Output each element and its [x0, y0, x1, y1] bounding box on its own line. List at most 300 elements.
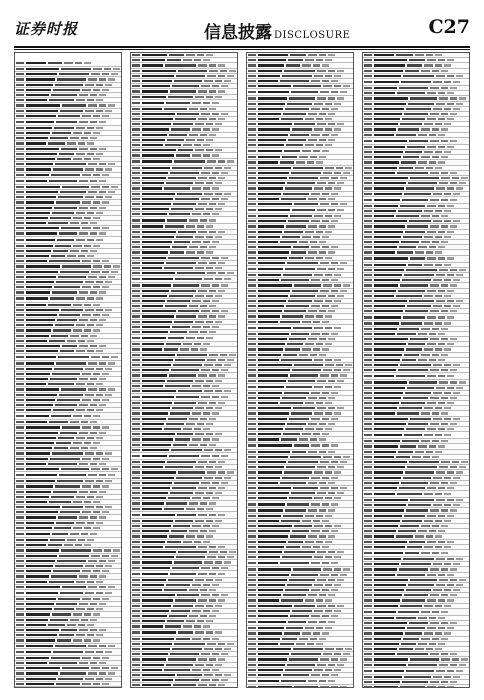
table-cell — [374, 487, 397, 489]
table-cell — [248, 262, 256, 264]
table-cell — [322, 279, 329, 281]
table-cell — [364, 594, 372, 596]
table-cell — [402, 440, 419, 442]
table-cell — [203, 187, 210, 189]
table-cell — [99, 516, 106, 518]
table-cell — [400, 364, 431, 366]
table-cell — [441, 284, 448, 286]
table-cell — [450, 87, 457, 89]
table-cell — [105, 480, 112, 482]
table-cell — [441, 70, 448, 72]
table-cell — [186, 54, 195, 56]
table-cell — [444, 605, 451, 607]
table-cell — [195, 433, 204, 435]
table-cell — [403, 397, 428, 399]
table-cell — [194, 144, 201, 146]
table-cell — [105, 168, 112, 170]
table-cell — [258, 562, 278, 564]
table-cell — [61, 148, 77, 150]
table-cell — [427, 375, 436, 377]
table-cell — [64, 544, 73, 546]
table-cell — [424, 322, 433, 324]
table-cell — [461, 461, 468, 463]
table-cell — [322, 348, 329, 350]
table-cell — [258, 551, 282, 553]
table-cell — [248, 310, 256, 312]
table-cell — [374, 658, 408, 660]
table-cell — [320, 262, 329, 264]
table-cell — [142, 455, 167, 457]
table-cell — [212, 567, 219, 569]
table-cell — [60, 511, 80, 513]
table-cell — [284, 310, 306, 312]
table-cell — [201, 369, 210, 371]
table-cell — [444, 392, 451, 394]
table-cell — [90, 345, 97, 347]
table-cell — [322, 589, 329, 591]
table-cell — [209, 551, 218, 553]
table-cell — [84, 158, 91, 160]
table-row — [247, 207, 353, 214]
table-cell — [248, 54, 256, 56]
table-cell — [258, 605, 292, 607]
table-cell — [186, 535, 195, 537]
table-cell — [16, 73, 24, 75]
table-cell — [183, 428, 192, 430]
table-cell — [331, 134, 338, 136]
table-cell — [316, 315, 323, 317]
table-cell — [258, 369, 290, 371]
table-cell — [258, 225, 284, 227]
table-cell — [364, 140, 372, 142]
table-cell — [248, 128, 256, 130]
table-cell — [248, 198, 256, 200]
table-cell — [374, 686, 398, 688]
table-cell — [142, 567, 170, 569]
table-cell — [404, 434, 422, 436]
table-cell — [441, 354, 448, 356]
table-cell — [91, 271, 100, 273]
table-cell — [343, 653, 350, 655]
table-cell — [62, 104, 86, 106]
table-cell — [364, 225, 372, 227]
table-cell — [200, 589, 207, 591]
table-cell — [132, 75, 140, 77]
table-cell — [311, 530, 320, 532]
table-cell — [70, 222, 79, 224]
table-cell — [70, 335, 79, 337]
table-cell — [96, 565, 103, 567]
table-cell — [450, 269, 457, 271]
table-cell — [50, 297, 74, 299]
table-cell — [200, 134, 207, 136]
table-cell — [212, 669, 219, 671]
table-cell — [441, 338, 448, 340]
table-cell — [215, 520, 222, 522]
table-cell — [325, 556, 332, 558]
table-cell — [132, 625, 140, 627]
table-cell — [258, 236, 280, 238]
table-cell — [192, 326, 201, 328]
table-cell — [16, 394, 24, 396]
table-cell — [142, 615, 167, 617]
table-cell — [374, 670, 404, 672]
table-cell — [453, 108, 460, 110]
table-cell — [209, 461, 216, 463]
table-cell — [173, 364, 202, 366]
table-cell — [206, 54, 213, 56]
table-cell — [374, 269, 404, 271]
table-cell — [197, 54, 204, 56]
table-cell — [90, 121, 97, 123]
table-cell — [186, 139, 195, 141]
table-cell — [328, 535, 335, 537]
table-cell — [430, 369, 439, 371]
table-cell — [132, 674, 140, 676]
table-cell — [325, 599, 332, 601]
table-cell — [26, 442, 54, 444]
table-cell — [224, 390, 231, 392]
table-cell — [16, 335, 24, 337]
table-cell — [142, 541, 165, 543]
table-cell — [224, 167, 231, 169]
table-cell — [299, 438, 308, 440]
table-cell — [142, 331, 168, 333]
table-cell — [427, 205, 436, 207]
table-cell — [56, 362, 86, 364]
table-cell — [102, 271, 109, 273]
table-cell — [224, 193, 231, 195]
table-cell — [73, 501, 82, 503]
table-cell — [169, 535, 184, 537]
table-cell — [218, 471, 225, 473]
table-cell — [248, 627, 256, 629]
table-cell — [165, 64, 196, 66]
table-cell — [427, 146, 436, 148]
table-cell — [258, 295, 288, 297]
table-cell — [16, 432, 24, 434]
table-cell — [142, 85, 170, 87]
table-cell — [88, 672, 97, 674]
table-cell — [142, 348, 162, 350]
table-cell — [302, 348, 311, 350]
table-cell — [215, 407, 222, 409]
table-cell — [26, 99, 47, 101]
table-row — [247, 325, 353, 332]
table-cell — [258, 407, 291, 409]
table-cell — [105, 196, 112, 198]
table-cell — [215, 605, 222, 607]
table-cell — [142, 396, 174, 398]
table-cell — [405, 151, 422, 153]
table-cell — [364, 632, 372, 634]
table-cell — [374, 445, 398, 447]
table-cell — [258, 220, 286, 222]
table-cell — [248, 568, 256, 570]
table-cell — [258, 134, 288, 136]
table-cell — [374, 535, 394, 537]
table-cell — [406, 509, 428, 511]
table-cell — [132, 85, 140, 87]
table-cell — [87, 608, 94, 610]
column-label — [15, 53, 121, 60]
table-cell — [334, 568, 341, 570]
table-cell — [61, 388, 86, 390]
table-cell — [16, 421, 24, 423]
table-cell — [441, 509, 448, 511]
table-cell — [200, 348, 207, 350]
table-cell — [406, 348, 422, 350]
table-cell — [142, 160, 172, 162]
table-cell — [285, 509, 306, 511]
table-cell — [16, 447, 24, 449]
table-cell — [132, 556, 140, 558]
table-cell — [313, 150, 320, 152]
table-cell — [436, 103, 445, 105]
table-cell — [400, 284, 428, 286]
table-cell — [206, 182, 213, 184]
table-cell — [132, 262, 140, 264]
table-row — [15, 413, 121, 420]
table-cell — [132, 369, 140, 371]
table-cell — [76, 239, 85, 241]
table-cell — [450, 225, 457, 227]
masthead-rule — [14, 46, 470, 48]
table-cell — [427, 487, 436, 489]
table-cell — [26, 474, 57, 476]
table-cell — [142, 530, 169, 532]
table-cell — [343, 456, 350, 458]
table-cell — [258, 103, 285, 105]
table-cell — [132, 257, 140, 259]
table-cell — [16, 350, 24, 352]
table-cell — [61, 227, 80, 229]
table-cell — [60, 350, 74, 352]
table-cell — [51, 335, 68, 337]
table-cell — [132, 561, 140, 563]
table-cell — [132, 231, 140, 233]
table-cell — [340, 574, 347, 576]
table-cell — [290, 295, 315, 297]
table-cell — [248, 108, 256, 110]
table-cell — [16, 383, 24, 385]
table-cell — [319, 535, 326, 537]
table-cell — [60, 110, 83, 112]
table-cell — [450, 653, 457, 655]
table-cell — [322, 503, 329, 505]
table-cell — [258, 198, 279, 200]
table-cell — [325, 187, 332, 189]
table-cell — [96, 168, 103, 170]
table-cell — [206, 508, 213, 510]
table-cell — [404, 594, 428, 596]
table-cell — [374, 515, 402, 517]
table-cell — [415, 535, 424, 537]
table-cell — [433, 589, 442, 591]
table-cell — [248, 525, 256, 527]
table-cell — [405, 632, 422, 634]
table-cell — [325, 359, 332, 361]
table-cell — [258, 139, 286, 141]
column-rows — [15, 60, 121, 688]
table-cell — [132, 208, 140, 210]
table-cell — [248, 257, 256, 259]
table-cell — [374, 70, 403, 72]
table-cell — [459, 182, 466, 184]
table-cell — [438, 92, 445, 94]
table-cell — [248, 321, 256, 323]
table-cell — [364, 316, 372, 318]
table-cell — [284, 392, 309, 394]
table-cell — [192, 300, 201, 302]
table-cell — [87, 539, 94, 541]
table-cell — [432, 456, 439, 458]
table-cell — [50, 458, 80, 460]
table-cell — [104, 68, 111, 70]
table-cell — [447, 118, 454, 120]
table-cell — [16, 250, 24, 252]
table-cell — [426, 167, 433, 169]
table-cell — [203, 300, 210, 302]
table-row — [15, 178, 121, 185]
table-cell — [49, 340, 65, 342]
table-cell — [258, 343, 285, 345]
table-cell — [258, 85, 291, 87]
table-cell — [81, 222, 88, 224]
table-cell — [203, 385, 210, 387]
table-cell — [444, 220, 451, 222]
table-cell — [189, 305, 198, 307]
table-cell — [171, 290, 196, 292]
table-row — [247, 443, 353, 450]
table-cell — [172, 648, 202, 650]
table-cell — [430, 172, 439, 174]
section-title — [204, 18, 350, 43]
table-cell — [248, 438, 256, 440]
table-cell — [207, 160, 216, 162]
table-cell — [209, 444, 216, 446]
table-cell — [374, 257, 408, 259]
table-cell — [282, 156, 297, 158]
table-cell — [248, 669, 256, 671]
table-cell — [317, 209, 326, 211]
table-cell — [374, 123, 398, 125]
table-cell — [364, 123, 372, 125]
table-cell — [57, 239, 74, 241]
table-cell — [314, 274, 323, 276]
table-cell — [258, 658, 287, 660]
table-cell — [82, 115, 91, 117]
table-cell — [132, 348, 140, 350]
table-cell — [132, 541, 140, 543]
table-cell — [322, 530, 329, 532]
table-cell — [364, 643, 372, 645]
table-cell — [189, 530, 198, 532]
table-cell — [430, 225, 439, 227]
table-cell — [87, 297, 94, 299]
table-cell — [258, 653, 289, 655]
table-cell — [322, 134, 329, 136]
table-cell — [248, 680, 256, 682]
table-cell — [26, 239, 55, 241]
table-cell — [248, 418, 256, 420]
table-cell — [407, 146, 425, 148]
table-cell — [49, 260, 80, 262]
table-cell — [165, 225, 184, 227]
table-cell — [168, 658, 196, 660]
table-cell — [435, 407, 442, 409]
table-cell — [203, 428, 210, 430]
table-cell — [82, 260, 91, 262]
table-cell — [337, 551, 344, 553]
table-cell — [314, 386, 323, 388]
table-cell — [430, 423, 439, 425]
table-cell — [444, 676, 451, 678]
table-cell — [322, 108, 329, 110]
table-cell — [26, 62, 46, 64]
table-cell — [70, 421, 79, 423]
table-cell — [16, 174, 24, 176]
table-cell — [173, 684, 196, 686]
table-cell — [26, 527, 52, 529]
table-cell — [248, 209, 256, 211]
table-cell — [396, 295, 422, 297]
table-cell — [90, 232, 97, 234]
table-cell — [325, 128, 332, 130]
table-cell — [374, 477, 401, 479]
table-cell — [424, 407, 433, 409]
table-cell — [432, 440, 439, 442]
table-cell — [408, 103, 434, 105]
table-cell — [285, 108, 309, 110]
table-cell — [166, 182, 193, 184]
table-cell — [170, 412, 190, 414]
table-cell — [334, 584, 341, 586]
table-cell — [438, 316, 445, 318]
table-cell — [26, 168, 51, 170]
table-cell — [174, 561, 202, 563]
table-cell — [16, 549, 24, 551]
table-cell — [212, 198, 219, 200]
table-cell — [314, 669, 323, 671]
table-cell — [192, 497, 201, 499]
table-cell — [204, 561, 213, 563]
table-cell — [26, 137, 48, 139]
table-cell — [441, 225, 448, 227]
table-cell — [258, 209, 290, 211]
table-cell — [314, 300, 323, 302]
table-cell — [203, 154, 210, 156]
table-cell — [54, 447, 68, 449]
table-cell — [111, 271, 118, 273]
table-cell — [229, 70, 236, 72]
table-cell — [450, 664, 457, 666]
table-cell — [189, 502, 198, 504]
table-cell — [406, 187, 434, 189]
table-cell — [142, 584, 164, 586]
table-cell — [93, 158, 100, 160]
table-cell — [192, 412, 201, 414]
table-cell — [198, 684, 207, 686]
table-cell — [132, 390, 140, 392]
table-cell — [459, 97, 466, 99]
table-cell — [337, 123, 344, 125]
table-cell — [444, 210, 451, 212]
table-cell — [291, 91, 318, 93]
table-cell — [319, 438, 326, 440]
table-cell — [209, 573, 216, 575]
table-cell — [132, 648, 140, 650]
